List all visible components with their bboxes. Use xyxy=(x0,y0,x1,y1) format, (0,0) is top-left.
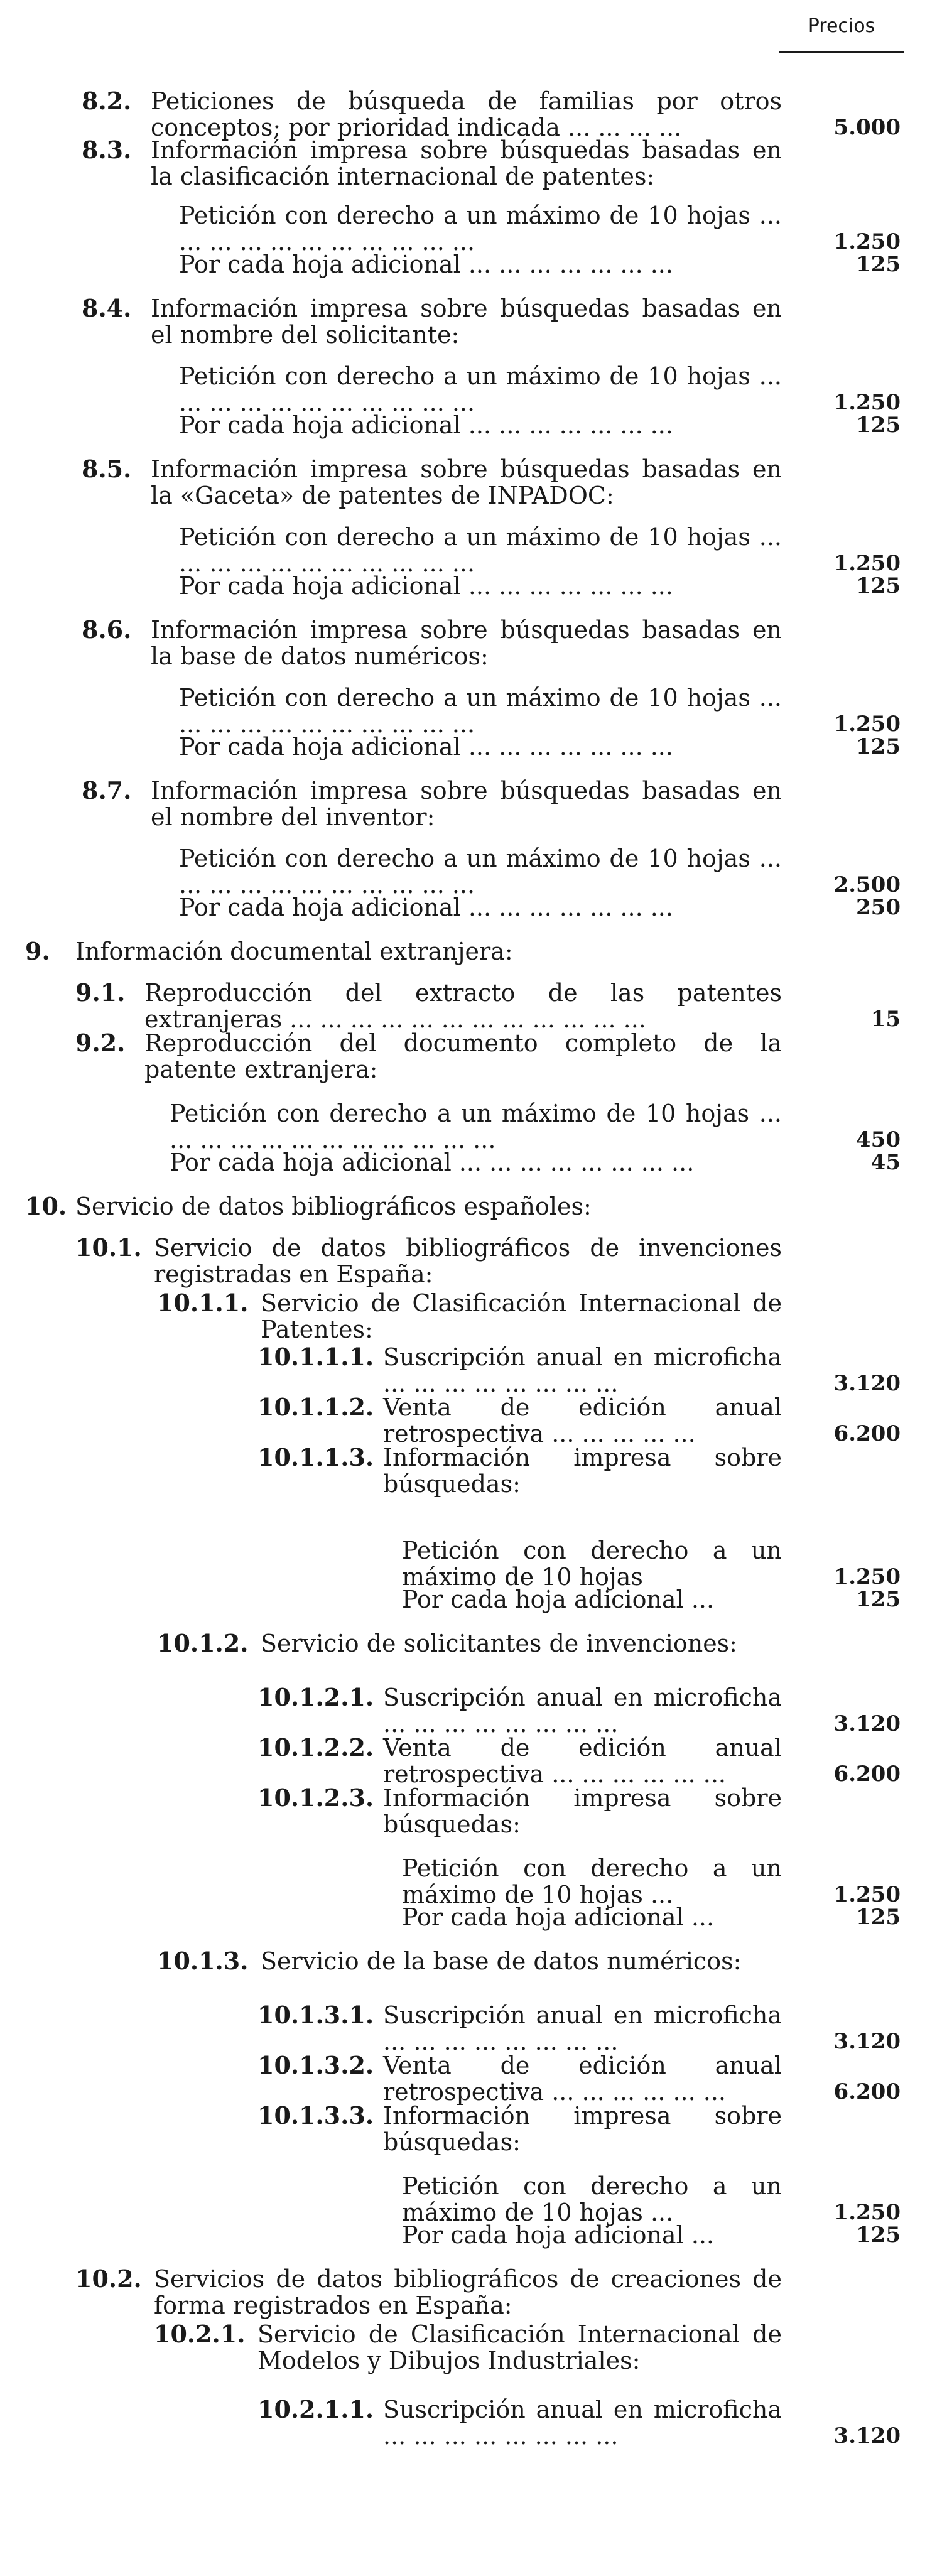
item-description: Información documental extranjera: xyxy=(75,938,513,965)
item-number: 10. xyxy=(25,1192,67,1220)
item-description: Por cada hoja adicional ... ... ... ... ... ... ... xyxy=(179,411,673,439)
item-description: Por cada hoja adicional ... ... ... ... ... ... ... xyxy=(179,894,673,921)
item-price: 1.250 xyxy=(833,551,901,576)
item-price: 125 xyxy=(856,413,901,438)
item-description: Información impresa sobre búsquedas basadas en la base de datos numéricos: xyxy=(151,616,782,670)
item-price: 125 xyxy=(856,2222,901,2248)
item-description: Suscripción anual en microficha ... ... ... ... ... ... ... ... xyxy=(383,1684,782,1738)
item-description: Petición con derecho a un máximo de 10 hojas ... ... ... ... ... ... ... ... ... ... ... xyxy=(179,684,782,738)
item-description: Por cada hoja adicional ... xyxy=(402,2221,715,2249)
item-description: Suscripción anual en microficha ... ... ... ... ... ... ... ... xyxy=(383,1343,782,1397)
item-description: Servicio de Clasificación Internacional de Patentes: xyxy=(261,1289,782,1343)
item-description: Petición con derecho a un máximo de 10 hojas xyxy=(402,1537,782,1591)
item-number: 10.1.1. xyxy=(157,1289,249,1317)
item-price: 1.250 xyxy=(833,390,901,415)
item-price: 3.120 xyxy=(833,1371,901,1396)
item-description: Información impresa sobre búsquedas: xyxy=(383,1784,782,1838)
item-price: 3.120 xyxy=(833,1711,901,1736)
item-price: 125 xyxy=(856,573,901,598)
item-description: Servicio de datos bibliográficos de invenciones registradas en España: xyxy=(154,1234,782,1288)
prices-label: Precios xyxy=(808,15,875,37)
item-price: 6.200 xyxy=(833,1421,901,1446)
item-price: 250 xyxy=(856,895,901,920)
item-price: 6.200 xyxy=(833,1762,901,1787)
item-number: 10.1.1.3. xyxy=(257,1443,374,1471)
item-description: Información impresa sobre búsquedas basadas en la clasificación internacional de patentes: xyxy=(151,136,782,190)
item-number: 10.1.3.1. xyxy=(257,2001,374,2029)
item-description: Información impresa sobre búsquedas basadas en el nombre del inventor: xyxy=(151,777,782,831)
item-description: Servicio de la base de datos numéricos: xyxy=(261,1947,742,1975)
item-number: 10.1.1.2. xyxy=(257,1393,374,1421)
item-price: 15 xyxy=(870,1007,901,1032)
item-number: 10.1.2.1. xyxy=(257,1683,374,1711)
item-price: 1.250 xyxy=(833,712,901,737)
item-price: 125 xyxy=(856,1587,901,1612)
item-description: Petición con derecho a un máximo de 10 hojas ... ... ... ... ... ... ... ... ... ... ... xyxy=(179,362,782,416)
item-description: Información impresa sobre búsquedas basadas en la «Gaceta» de patentes de INPADOC: xyxy=(151,455,782,509)
item-description: Servicio de datos bibliográficos españoles: xyxy=(75,1193,592,1220)
item-number: 8.6. xyxy=(82,615,132,644)
item-description: Información impresa sobre búsquedas: xyxy=(383,2102,782,2156)
item-number: 8.2. xyxy=(82,87,132,115)
item-description: Por cada hoja adicional ... ... ... ... ... ... ... xyxy=(179,733,673,760)
item-price: 1.250 xyxy=(833,229,901,254)
item-description: Peticiones de búsqueda de familias por otros conceptos; por prioridad indicada ... ... ... ... xyxy=(151,87,782,141)
item-price: 5.000 xyxy=(833,115,901,140)
item-price: 125 xyxy=(856,252,901,277)
item-description: Petición con derecho a un máximo de 10 hojas ... ... ... ... ... ... ... ... ... ... ... ... xyxy=(170,1100,782,1154)
item-number: 8.4. xyxy=(82,294,132,322)
item-description: Petición con derecho a un máximo de 10 hojas ... xyxy=(402,1854,782,1908)
item-number: 10.1.3.2. xyxy=(257,2051,374,2079)
item-description: Por cada hoja adicional ... ... ... ... ... ... ... xyxy=(179,251,673,278)
item-number: 10.1. xyxy=(75,1233,142,1262)
item-number: 10.2.1.1. xyxy=(257,2395,374,2423)
item-description: Servicio de Clasificación Internacional de Modelos y Dibujos Industriales: xyxy=(257,2320,782,2374)
item-description: Venta de edición anual retrospectiva ... ... ... ... ... ... xyxy=(383,1734,782,1788)
item-description: Por cada hoja adicional ... ... ... ... ... ... ... ... xyxy=(170,1149,695,1176)
item-price: 6.200 xyxy=(833,2079,901,2104)
item-number: 10.2. xyxy=(75,2265,142,2293)
item-description: Reproducción del extracto de las patentes extranjeras ... ... ... ... ... ... ... ... ... ... ... ... xyxy=(144,979,782,1033)
item-description: Petición con derecho a un máximo de 10 hojas ... ... ... ... ... ... ... ... ... ... ... xyxy=(179,202,782,256)
item-number: 10.1.1.1. xyxy=(257,1343,374,1371)
item-price: 450 xyxy=(856,1127,901,1152)
prices-column-header xyxy=(779,15,904,53)
item-description: Por cada hoja adicional ... ... ... ... ... ... ... xyxy=(179,572,673,600)
item-description: Servicios de datos bibliográficos de creaciones de forma registrados en España: xyxy=(154,2265,782,2319)
header-rule xyxy=(779,51,904,53)
item-number: 8.7. xyxy=(82,776,132,804)
item-number: 10.1.3. xyxy=(157,1947,249,1975)
item-description: Suscripción anual en microficha ... ... ... ... ... ... ... ... xyxy=(383,2001,782,2055)
item-price: 1.250 xyxy=(833,1564,901,1589)
item-number: 9.2. xyxy=(75,1029,126,1057)
item-description: Por cada hoja adicional ... xyxy=(402,1586,715,1613)
item-number: 8.3. xyxy=(82,136,132,164)
item-description: Venta de edición anual retrospectiva ... ... ... ... ... xyxy=(383,1394,782,1448)
item-price: 3.120 xyxy=(833,2423,901,2449)
item-number: 9. xyxy=(25,937,50,965)
item-description: Suscripción anual en microficha ... ... ... ... ... ... ... ... xyxy=(383,2396,782,2450)
item-number: 10.1.2.3. xyxy=(257,1783,374,1812)
item-description: Información impresa sobre búsquedas: xyxy=(383,1444,782,1498)
item-description: Petición con derecho a un máximo de 10 hojas ... xyxy=(402,2172,782,2226)
item-price: 125 xyxy=(856,1905,901,1930)
item-price: 1.250 xyxy=(833,1882,901,1907)
item-description: Reproducción del documento completo de la patente extranjera: xyxy=(144,1029,782,1083)
item-number: 8.5. xyxy=(82,455,132,483)
item-price: 3.120 xyxy=(833,2029,901,2054)
item-number: 10.2.1. xyxy=(154,2320,246,2348)
item-price: 2.500 xyxy=(833,872,901,897)
item-description: Servicio de solicitantes de invenciones: xyxy=(261,1630,737,1657)
item-number: 10.1.2. xyxy=(157,1629,249,1657)
item-description: Venta de edición anual retrospectiva ... ... ... ... ... ... xyxy=(383,2052,782,2106)
item-description: Por cada hoja adicional ... xyxy=(402,1903,715,1931)
item-number: 10.1.3.3. xyxy=(257,2101,374,2130)
item-description: Petición con derecho a un máximo de 10 hojas ... ... ... ... ... ... ... ... ... ... ... xyxy=(179,523,782,577)
item-number: 10.1.2.2. xyxy=(257,1733,374,1762)
item-description: Información impresa sobre búsquedas basadas en el nombre del solicitante: xyxy=(151,295,782,349)
item-price: 125 xyxy=(856,734,901,759)
item-price: 1.250 xyxy=(833,2200,901,2225)
item-number: 9.1. xyxy=(75,978,126,1007)
item-price: 45 xyxy=(870,1150,901,1175)
item-description: Petición con derecho a un máximo de 10 hojas ... ... ... ... ... ... ... ... ... ... ... xyxy=(179,845,782,899)
